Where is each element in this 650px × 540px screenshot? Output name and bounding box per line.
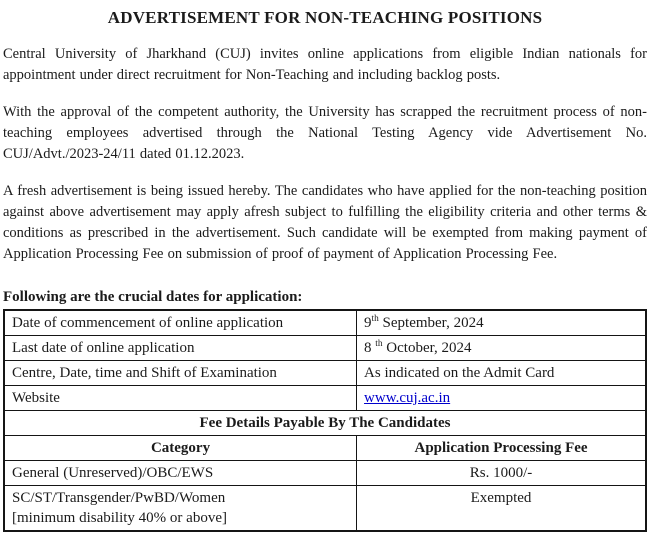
table-row-general-fee	[4, 461, 646, 486]
table-row-exam-centre	[4, 361, 646, 386]
category-header-cell: Category	[4, 436, 357, 461]
date-rest: September, 2024	[378, 315, 484, 331]
table-row-website	[4, 386, 646, 411]
table-row-fee-headers	[4, 436, 646, 461]
row-value-cell	[357, 310, 646, 336]
date-rest: October, 2024	[382, 340, 472, 356]
document-title: ADVERTISEMENT FOR NON-TEACHING POSITIONS	[107, 8, 543, 27]
intro-paragraph: Central University of Jharkhand (CUJ) invites online applications from eligible Indian nationals for appointment under direct recruitment for Non-Teaching and including backlog posts.	[3, 46, 647, 83]
advertisement-document	[0, 8, 650, 540]
fresh-advertisement-paragraph: A fresh advertisement is being issued hereby. The candidates who have applied for the non-teaching position against above advertisement may apply afresh subject to fulfilling the eligibility criteria and other terms & conditions as prescribed in the advertisement. Such candidate will be exempted from making payment of Application Processing Fee on submission of proof of payment of Application Processing Fee.	[3, 183, 647, 262]
row-value-cell	[357, 336, 646, 361]
date-ordinal-suffix: th	[371, 314, 379, 324]
row-label-cell: Centre, Date, time and Shift of Examination	[4, 361, 357, 386]
row-value-cell	[357, 386, 646, 411]
row-label-cell: Last date of online application	[4, 336, 357, 361]
website-link[interactable]: www.cuj.ac.in	[364, 390, 451, 406]
scrapped-recruitment-paragraph: With the approval of the competent authority, the University has scrapped the recruitment process of non-teaching employees advertised through the National Testing Agency vide Advertisement No. CUJ/Advt./2023-24/11 dated 01.12.2023.	[3, 104, 647, 162]
row-label-cell: Date of commencement of online application	[4, 310, 357, 336]
fee-category-cell: General (Unreserved)/OBC/EWS	[4, 461, 357, 486]
fee-category-line1: SC/ST/Transgender/PwBD/Women	[12, 490, 226, 506]
fee-header-cell: Application Processing Fee	[357, 436, 646, 461]
table-row-commencement-date	[4, 310, 646, 336]
row-value-cell: As indicated on the Admit Card	[357, 361, 646, 386]
date-ordinal-suffix: th	[375, 339, 383, 349]
fee-amount-cell: Rs. 1000/-	[357, 461, 646, 486]
crucial-dates-table	[3, 309, 647, 532]
table-row-last-date	[4, 336, 646, 361]
fee-category-line2: [minimum disability 40% or above]	[12, 510, 227, 526]
crucial-dates-heading: Following are the crucial dates for application:	[3, 289, 303, 305]
table-row-exempted-fee	[4, 486, 646, 532]
table-row-fee-section-title	[4, 411, 646, 436]
date-day: 9	[364, 315, 372, 331]
fee-section-title: Fee Details Payable By The Candidates	[4, 411, 646, 436]
fee-amount-cell: Exempted	[357, 486, 646, 532]
date-day: 8	[364, 340, 376, 356]
fee-category-cell	[4, 486, 357, 532]
row-label-cell: Website	[4, 386, 357, 411]
